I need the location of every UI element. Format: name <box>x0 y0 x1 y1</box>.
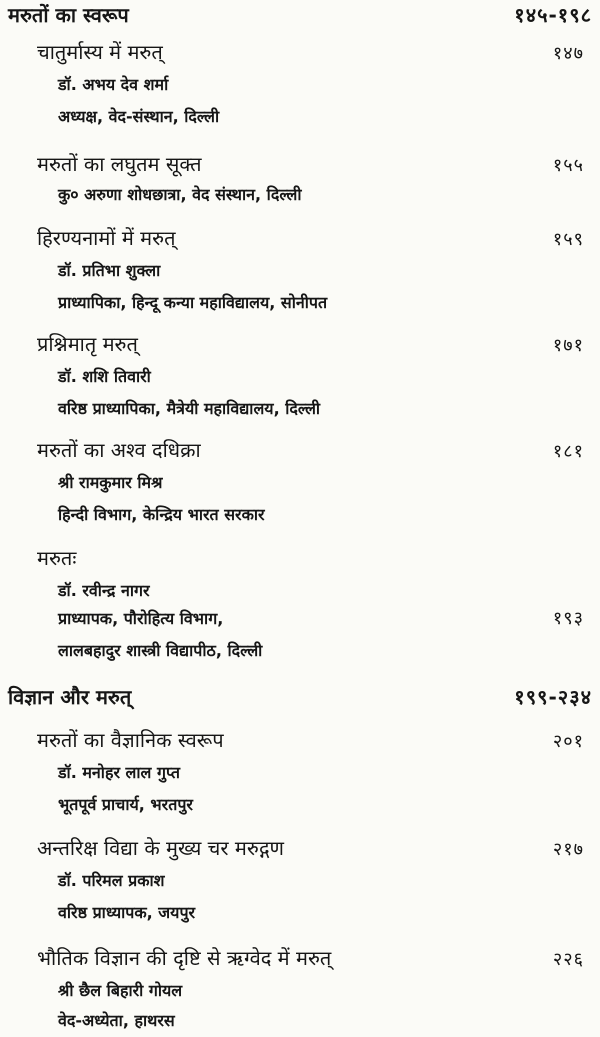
entry-title-row <box>37 330 584 360</box>
section-title: विज्ञान और मरुत् <box>8 685 132 709</box>
entry-author: कु० अरुणा शोधछात्रा, वेद संस्थान, दिल्ली <box>58 185 302 204</box>
entry-page: १७१ <box>552 335 584 356</box>
entry-title: अन्तरिक्ष विद्या के मुख्य चर मरुद्गण <box>37 836 284 860</box>
entry-affiliation: वरिष्ठ प्राध्यापक, जयपुर <box>58 903 196 922</box>
entry-affiliation: हिन्दी विभाग, केन्द्रिय भारत सरकार <box>58 505 265 524</box>
section-page-range: १४५-१९८ <box>514 3 592 27</box>
entry-affiliation-2: लालबहादुर शास्त्री विद्यापीठ, दिल्ली <box>58 641 263 660</box>
entry-affiliation: वेद-अध्येता, हाथरस <box>58 1011 175 1030</box>
entry-page: २१७ <box>552 839 584 860</box>
entry-title-row <box>37 726 584 756</box>
section-page-range: १९९-२३४ <box>514 685 592 709</box>
entry-author: डॉ. प्रतिभा शुक्ला <box>58 261 161 280</box>
section-heading-2 <box>8 684 592 710</box>
entry-title-row <box>37 944 584 974</box>
entry-title: भौतिक विज्ञान की दृष्टि से ऋग्वेद में मरुत् <box>37 946 332 970</box>
entry-author: डॉ. मनोहर लाल गुप्त <box>58 763 181 782</box>
entry-affiliation: प्राध्यापक, पौरोहित्य विभाग, १९३ <box>58 608 584 629</box>
entry-title-row <box>37 436 584 466</box>
entry-affiliation: वरिष्ठ प्राध्यापिका, मैत्रेयी महाविद्यालय, दिल्ली <box>58 399 321 418</box>
entry-page: १९३ <box>552 608 584 629</box>
entry-title: हिरण्यनामों में मरुत् <box>37 226 176 250</box>
entry-author: डॉ. रवीन्द्र नागर <box>58 581 150 600</box>
entry-title: प्रश्निमातृ मरुत् <box>37 332 138 356</box>
entry-title-row <box>37 38 584 68</box>
entry-author: डॉ. अभय देव शर्मा <box>58 75 169 94</box>
entry-page: १४७ <box>552 43 584 64</box>
entry-page: १५९ <box>552 229 584 250</box>
entry-title-row <box>37 150 584 180</box>
entry-author: श्री छैल बिहारी गोयल <box>58 981 183 1000</box>
entry-title: मरुतों का लघुतम सूक्त <box>37 152 202 176</box>
entry-page: २०१ <box>552 731 584 752</box>
entry-page: १५५ <box>552 155 584 176</box>
section-heading-1 <box>8 2 592 28</box>
entry-title-row <box>37 834 584 864</box>
entry-page: २२६ <box>552 949 584 970</box>
entry-affiliation: प्राध्यापिका, हिन्दू कन्या महाविद्यालय, सोनीपत <box>58 293 328 312</box>
entry-author: डॉ. शशि तिवारी <box>58 367 151 386</box>
entry-author: श्री रामकुमार मिश्र <box>58 473 163 492</box>
entry-author: डॉ. परिमल प्रकाश <box>58 871 165 890</box>
entry-title-row <box>37 224 584 254</box>
entry-page: १८१ <box>552 441 584 462</box>
section-title: मरुतों का स्वरूप <box>8 3 129 27</box>
entry-title: मरुतः <box>37 546 77 570</box>
entry-title: चातुर्मास्य में मरुत् <box>37 40 163 64</box>
entry-title-row <box>37 544 584 572</box>
entry-affiliation: अध्यक्ष, वेद-संस्थान, दिल्ली <box>58 107 220 126</box>
entry-title: मरुतों का वैज्ञानिक स्वरूप <box>37 728 224 752</box>
entry-affiliation: भूतपूर्व प्राचार्य, भरतपुर <box>58 795 193 814</box>
entry-title: मरुतों का अश्व दधिक्रा <box>37 438 201 462</box>
